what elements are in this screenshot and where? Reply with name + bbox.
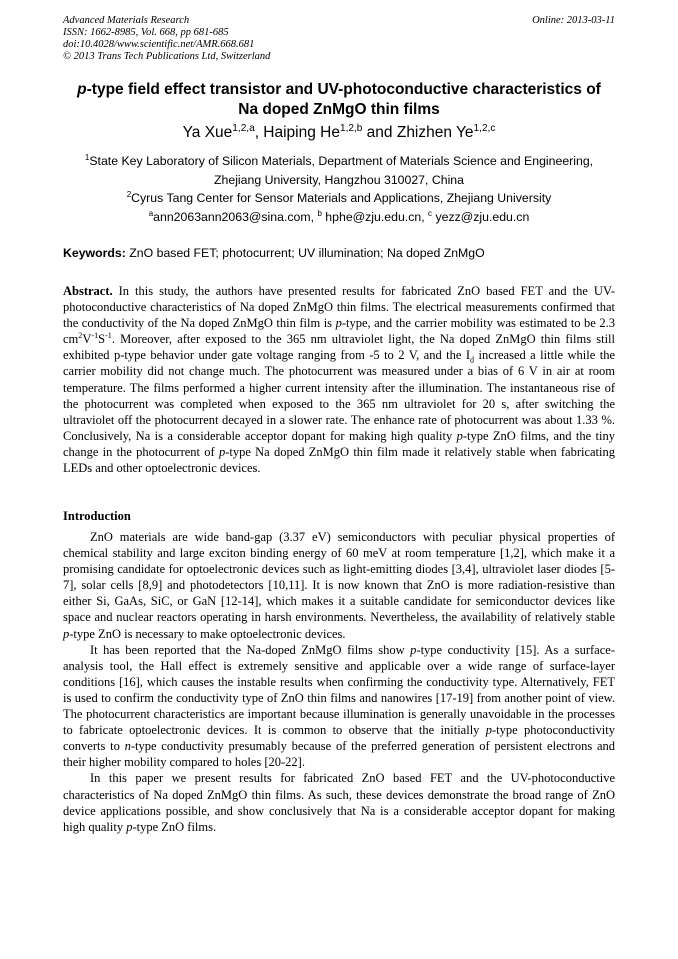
affiliation-2-sup: 2 — [126, 190, 132, 200]
online-date: Online: 2013-03-11 — [532, 15, 615, 26]
affiliation-1-line-2: Zhejiang University, Hangzhou 310027, China — [214, 172, 464, 187]
title-line-1-text: -type field effect transistor and UV-photoconductive characteristics of — [86, 81, 601, 98]
abstract-text: S — [98, 332, 106, 347]
intro-text: -type ZnO is necessary to make optoelectronic devices. — [69, 626, 346, 641]
author-2: , Haiping He — [254, 124, 340, 141]
email-c-sup: c — [428, 208, 433, 218]
keywords-text: ZnO based FET; photocurrent; UV illumination; Na doped ZnMgO — [125, 246, 485, 260]
author-emails — [50, 208, 628, 227]
affiliation-2 — [50, 189, 628, 208]
author-3-sup: 1,2,c — [473, 122, 496, 134]
intro-italic: p — [126, 819, 133, 834]
abstract-text: -type Na doped ZnMgO thin film made it relatively stable when fabricating LEDs and other optoelectronic devices. — [63, 444, 615, 476]
abstract-italic: p — [456, 428, 463, 443]
title-line-1 — [50, 80, 628, 100]
journal-header — [63, 15, 615, 63]
intro-text: -type ZnO films. — [132, 819, 217, 834]
email-a[interactable]: ann2063ann2063@sina.com, — [153, 209, 318, 224]
intro-italic: p — [485, 723, 492, 738]
abstract-italic: p — [218, 444, 226, 459]
intro-text: In this paper we present results for fabricated ZnO based FET and the UV-photoconductive characteristics of Na doped ZnMgO thin films. As such, these devices demonstrate the broad range of ZnO device applications possible, and show conclusively that Na is a considerable acceptor dopant for making high quality — [63, 771, 615, 834]
abstract-sup: -1 — [105, 331, 112, 341]
affiliation-1-sup: 1 — [84, 152, 90, 162]
introduction-body — [63, 529, 615, 835]
abstract-label: Abstract. — [63, 284, 113, 298]
intro-paragraph-3 — [63, 770, 615, 834]
abstract-text: . Moreover, after exposed to the 365 nm ultraviolet light, the Na doped ZnMgO thin films still exhibited p-type behavior under gate voltage ranging from -5 to 2 V, and the I — [63, 332, 615, 363]
abstract-italic: p — [335, 316, 342, 331]
keywords — [63, 245, 615, 261]
abstract — [63, 283, 615, 476]
journal-name: Advanced Materials Research — [63, 15, 190, 26]
intro-italic: p — [63, 626, 70, 641]
section-heading-introduction: Introduction — [63, 509, 131, 523]
intro-text: -type conductivity [15]. As a surface-analysis tool, the Hall effect is extremely sensitive and applicable over a wide range of surface-layer conditions [16], which causes the instable results when confirming the conductivity type. Alternatively, FET is used to confirm the conductivity type of ZnO thin films and nanowires [17-19] from another point of view. The photocurrent characteristics are important because illumination is generally unavoidable in the processes to fabricate optoelectronic devices. It is common to observe that the initially — [63, 642, 615, 738]
abstract-text: increased a little while the carrier mobility did not change much. The photocurrent was measured under a bias of 6 V in air at room temperature. The films performed a higher current intensity after the illumination. The instantaneous rise of the photocurrent was completed when exposed to the 365 nm ultraviolet for 20 s, after switching the ultraviolet off the photocurrent decayed in a slower rate. The enhance rate of photocurrent was about 1.33 %. Conclusively, Na is a considerable acceptor dopant for making high quality — [63, 348, 615, 443]
author-1: Ya Xue — [182, 124, 233, 141]
abstract-text: -type, and the carrier mobility was estimated to be 2.3 cm — [63, 316, 615, 347]
intro-text: It has been reported that the Na-doped ZnMgO films show — [90, 642, 411, 657]
abstract-paragraph — [63, 283, 615, 476]
intro-italic: n — [124, 739, 131, 754]
journal-doi: doi:10.4028/www.scientific.net/AMR.668.681 — [63, 39, 255, 50]
intro-paragraph-1 — [63, 529, 615, 642]
abstract-text: In this study, the authors have presented results for fabricated ZnO based FET and the UV-photoconductive characteristics of Na doped ZnMgO thin films. The electrical measurements confirmed that the conductivity of the Na doped ZnMgO thin film is — [63, 284, 615, 331]
journal-issn: ISSN: 1662-8985, Vol. 668, pp 681-685 — [63, 27, 229, 38]
intro-text: -type conductivity presumably because of the preferred generation of persistent electrons and their higher mobility compared to holes [20-22]. — [63, 739, 615, 770]
email-a-sup: a — [148, 208, 154, 218]
abstract-sub: d — [470, 355, 475, 365]
abstract-text: V — [82, 332, 92, 347]
email-b-sup: b — [317, 208, 322, 218]
author-3: and Zhizhen Ye — [362, 124, 474, 141]
affiliations — [50, 152, 628, 226]
intro-text: -type photoconductivity converts to — [63, 723, 615, 754]
intro-text: ZnO materials are wide band-gap (3.37 eV) semiconductors with peculiar physical properties of chemical stability and large exciton binding energy of 60 meV at room temperature [1,2], which make it a promising candidate for optoelectronic devices such as light-emitting diodes [3,4], ultraviolet laser diodes [5-7], solar cells [8,9] and photodetectors [10,11]. It is now known that ZnO is more radiation-resistive than either Si, GaAs, SiC, or GaN [12-14], which makes it a suitable candidate for semiconductor devices like space and nuclear reactors operating in harsh environments. Nevertheless, the availability of relatively stable — [63, 530, 615, 625]
email-b[interactable]: hphe@zju.edu.cn, — [321, 209, 429, 224]
intro-italic: p — [410, 642, 417, 657]
title-line-2: Na doped ZnMgO thin films — [238, 101, 440, 118]
paper-title — [50, 80, 628, 120]
author-list — [50, 123, 628, 143]
abstract-sup: 2 — [78, 331, 83, 341]
journal-copyright: © 2013 Trans Tech Publications Ltd, Switzerland — [63, 51, 271, 62]
intro-paragraph-2 — [63, 642, 615, 771]
abstract-text: -type ZnO films, and the tiny change in the photocurrent of — [63, 428, 615, 459]
affiliation-1-line-1 — [50, 152, 628, 171]
affiliation-2-text: Cyrus Tang Center for Sensor Materials and Applications, Zhejiang University — [131, 191, 552, 206]
author-2-sup: 1,2,b — [339, 122, 363, 134]
affiliation-1-text: State Key Laboratory of Silicon Materials, Department of Materials Science and Engineering, — [89, 154, 594, 168]
abstract-sup: -1 — [91, 331, 99, 341]
author-1-sup: 1,2,a — [232, 122, 255, 134]
keywords-label: Keywords: — [63, 246, 126, 260]
email-c[interactable]: yezz@zju.edu.cn — [432, 209, 530, 224]
title-italic-p: p — [77, 81, 87, 98]
